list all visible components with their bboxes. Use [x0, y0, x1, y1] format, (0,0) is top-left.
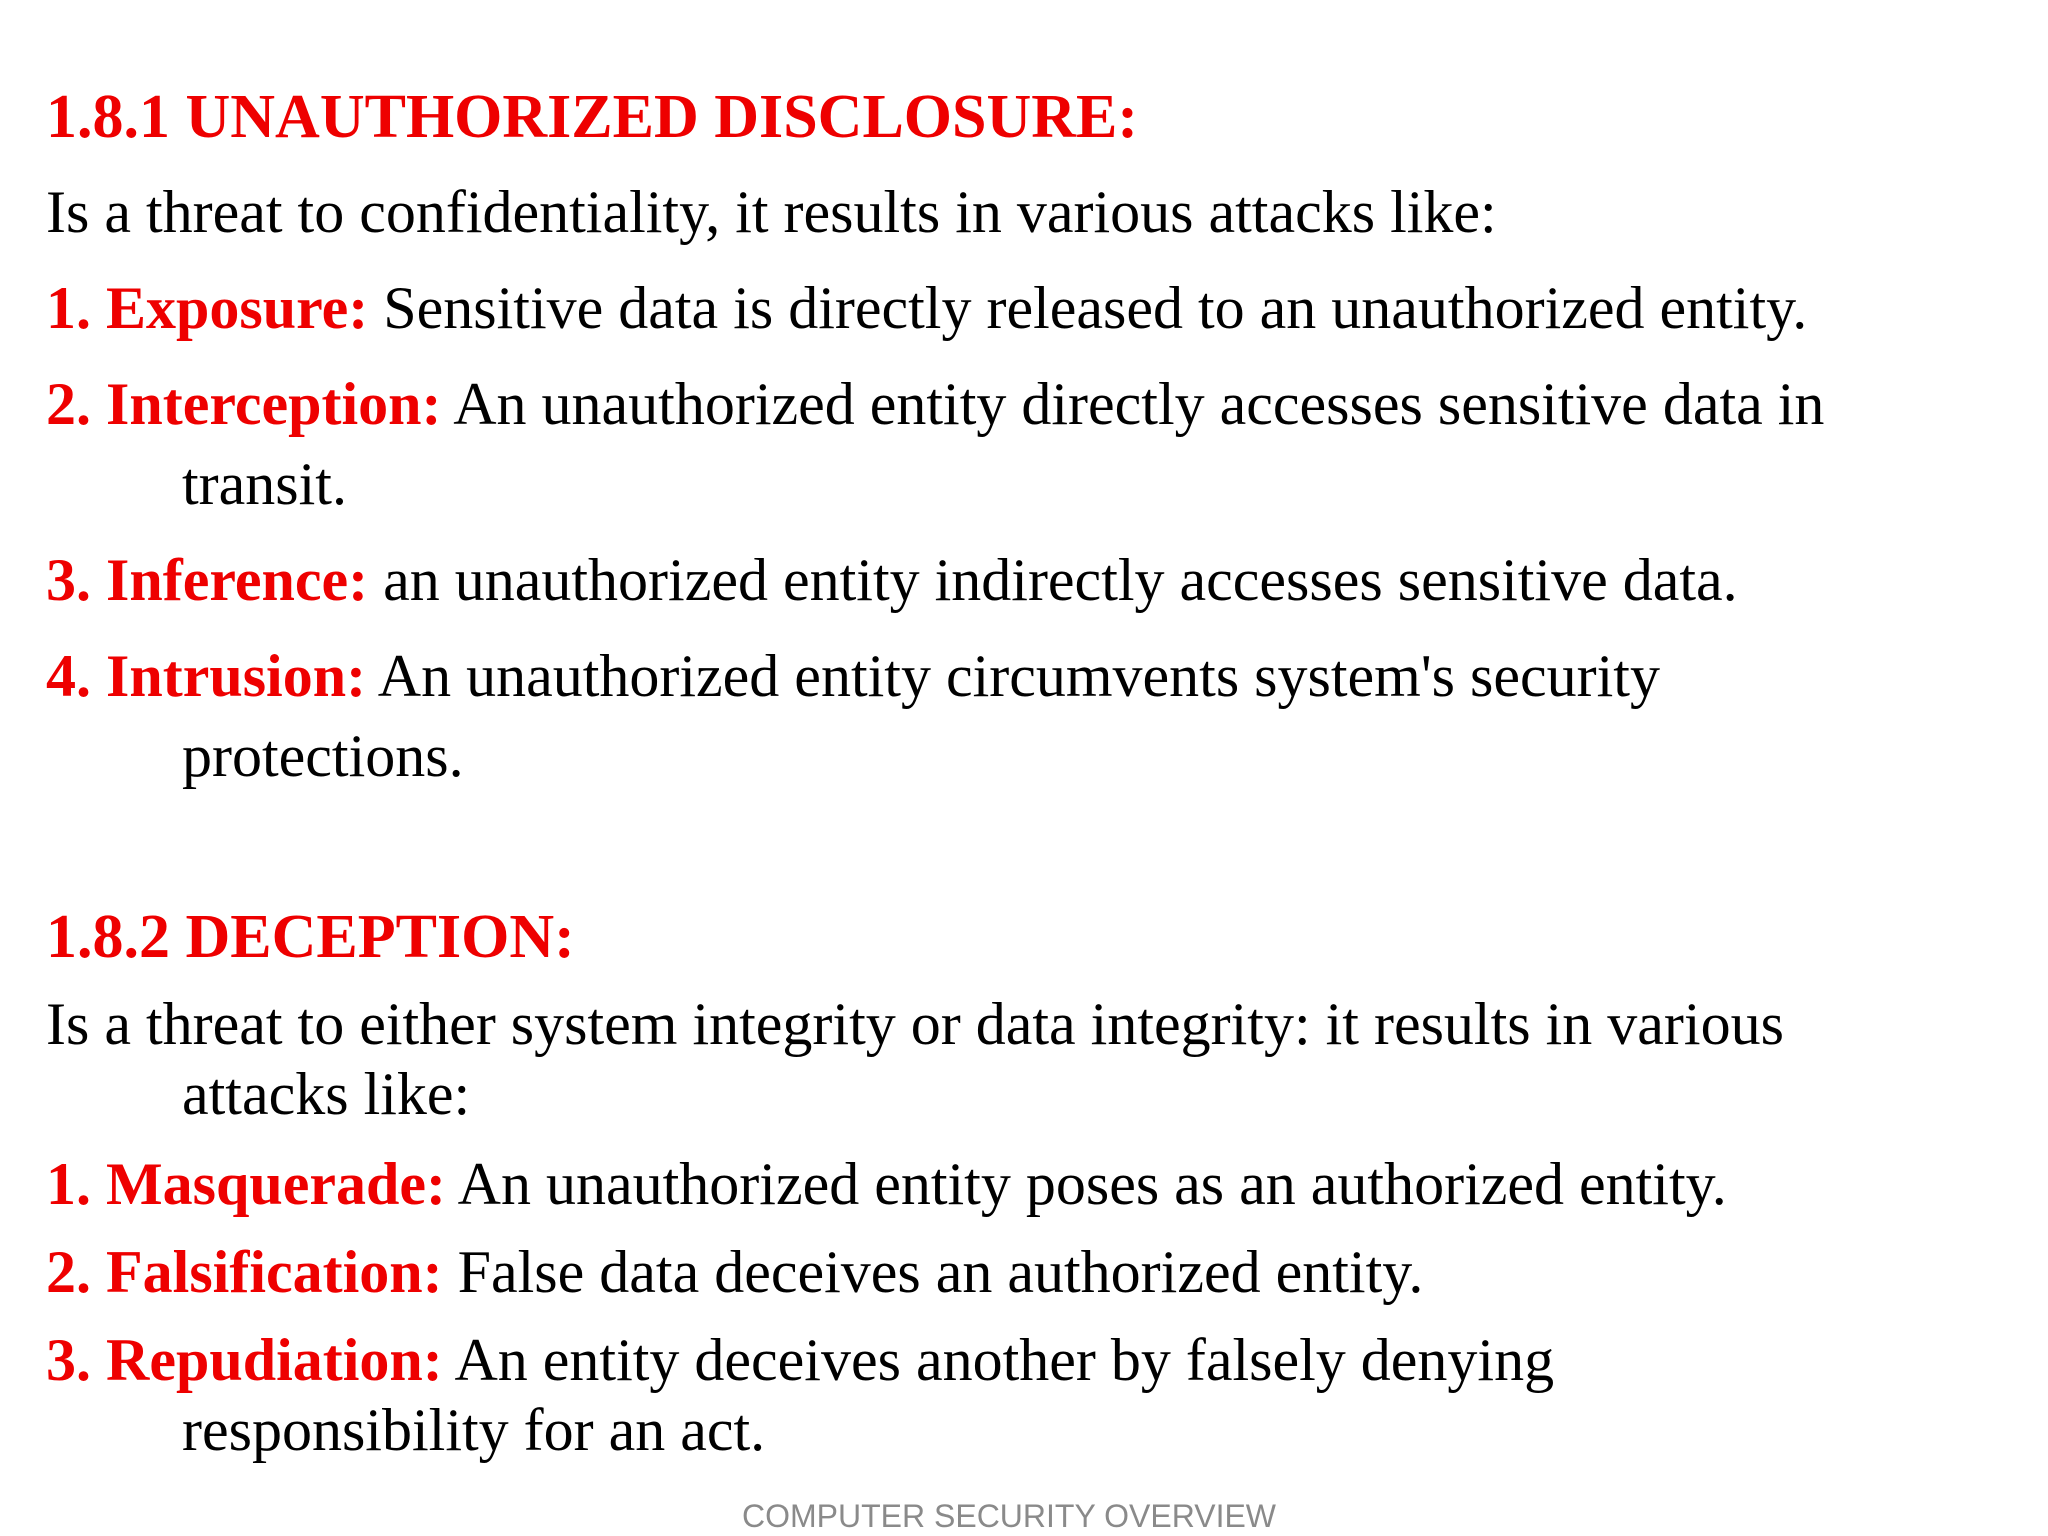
- item-term: 1. Masquerade:: [46, 1151, 446, 1217]
- section-2-intro-continued: attacks like:: [182, 1061, 471, 1127]
- item-text: False data deceives an authorized entity.: [442, 1239, 1424, 1305]
- item-term: 3. Repudiation:: [46, 1327, 443, 1393]
- section-1-item-intrusion: [46, 643, 1660, 789]
- footer-caption: COMPUTER SECURITY OVERVIEW: [742, 1498, 1276, 1534]
- item-text: An entity deceives another by falsely denying: [442, 1327, 1555, 1393]
- section-2-intro: [46, 991, 1784, 1127]
- section-1-item-interception: [46, 371, 1825, 517]
- section-2-item-masquerade: [46, 1151, 1727, 1217]
- section-1-intro: [46, 179, 1497, 245]
- item-text: An unauthorized entity poses as an authorized entity.: [445, 1151, 1727, 1217]
- item-text-continued: transit.: [182, 451, 347, 517]
- item-term: 2. Interception:: [46, 371, 442, 437]
- item-term: 3. Inference:: [46, 547, 369, 613]
- section-2-intro-text: Is a threat to either system integrity or data integrity: it results in various: [46, 991, 1784, 1057]
- section-1-intro-text: Is a threat to confidentiality, it results in various attacks like:: [46, 179, 1497, 245]
- item-term: 1. Exposure:: [46, 275, 369, 341]
- item-text: an unauthorized entity indirectly accesses sensitive data.: [368, 547, 1738, 613]
- section-2-item-falsification: [46, 1239, 1424, 1305]
- section-1-heading: 1.8.1 UNAUTHORIZED DISCLOSURE:: [46, 83, 1139, 151]
- section-2-heading: 1.8.2 DECEPTION:: [46, 903, 575, 971]
- section-2-item-repudiation: [46, 1327, 1555, 1463]
- section-1-item-inference: [46, 547, 1738, 613]
- item-text: An unauthorized entity directly accesses sensitive data in: [441, 371, 1825, 437]
- item-term: 2. Falsification:: [46, 1239, 443, 1305]
- item-text-continued: protections.: [182, 723, 464, 789]
- item-term: 4. Intrusion:: [46, 643, 367, 709]
- item-text: An unauthorized entity circumvents system's security: [366, 643, 1660, 709]
- item-text-continued: responsibility for an act.: [182, 1397, 766, 1463]
- section-1-item-exposure: [46, 275, 1808, 341]
- item-text: Sensitive data is directly released to an unauthorized entity.: [368, 275, 1808, 341]
